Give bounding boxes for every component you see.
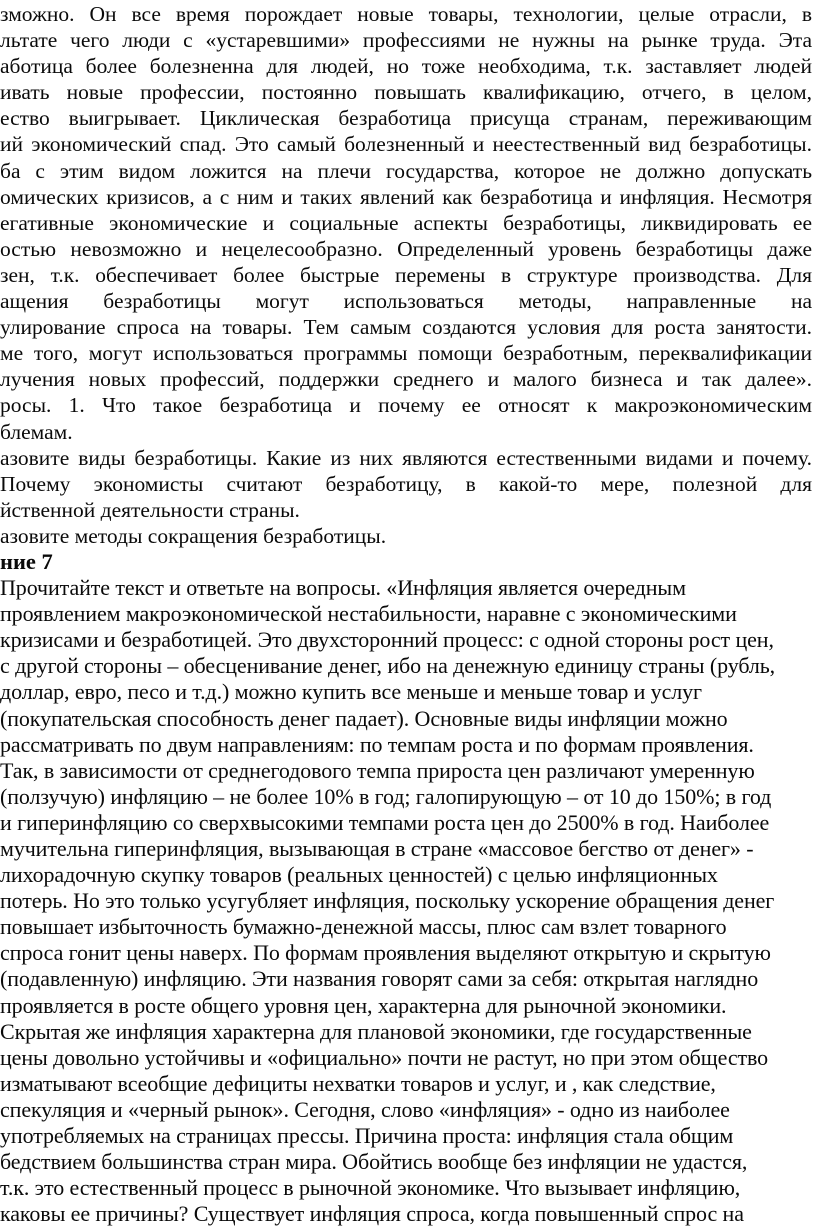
text-line: ба с этим видом ложится на плечи государства, которое не должно допускать [0, 158, 812, 183]
text-line: мучительна гиперинфляция, вызывающая в стране «массовое бегство от денег» - [0, 836, 754, 861]
text-line: улирование спроса на товары. Тем самым создаются условия для роста занятости. [0, 315, 812, 340]
text-line: каковы ее причины? Существует инфляция спроса, когда повышенный спрос на [0, 1201, 744, 1227]
text-line: цены довольно устойчивы и «официально» почти не растут, но при этом общество [0, 1044, 769, 1070]
text-line: росы. 1. Что такое безработица и почему ее относят к макроэкономическим [0, 393, 812, 418]
task-heading: ние 7 [0, 548, 53, 574]
text-line: егативные экономические и социальные аспекты безработицы, ликвидировать ее [0, 210, 812, 235]
text-line: (покупательская способность денег падает). Основные виды инфляции можно [0, 705, 728, 731]
text-line: зен, т.к. обеспечивает более быстрые перемены в структуре производства. Для [0, 262, 812, 287]
text-line: Так, в зависимости от среднегодового темпа прироста цен различают умеренную [0, 757, 755, 783]
text-line: азовите виды безработицы. Какие из них являются естественными видами и почему. [0, 445, 812, 470]
text-line: остью невозможно и нецелесообразно. Определенный уровень безработицы даже [0, 236, 812, 261]
text-line: употребляемых на страницах прессы. Причина проста: инфляция стала общим [0, 1123, 734, 1149]
text-line: повышает избыточность бумажно-денежной массы, плюс сам взлет товарного [0, 914, 727, 940]
text-line: рассматривать по двум направлениям: по темпам роста и по формам проявления. [0, 731, 754, 757]
text-line: т.к. это естественный процесс в рыночной экономике. Что вызывает инфляцию, [0, 1175, 741, 1201]
text-line: йственной деятельности страны. [0, 497, 300, 522]
text-line: (ползучую) инфляцию – не более 10% в год; галопирующую – от 10 до 150%; в год [0, 783, 772, 809]
text-line: аботица более болезненна для людей, но тоже необходима, т.к. заставляет людей [0, 54, 812, 79]
text-line: ащения безработицы могут использоваться методы, направленные на [0, 289, 812, 314]
text-line: Скрытая же инфляция характерна для плановой экономики, где государственные [0, 1018, 752, 1044]
text-line: потерь. Но это только усугубляет инфляция, поскольку ускорение обращения денег [0, 888, 775, 914]
text-line: кризисами и безработицей. Это двухсторонний процесс: с одной стороны рост цен, [0, 627, 774, 653]
text-line: ме того, могут использоваться программы помощи безработным, переквалификации [0, 341, 812, 366]
text-line: бедствием большинства стран мира. Обойтись вообще без инфляции не удастся, [0, 1149, 748, 1175]
text-line: льтате чего люди с «устаревшими» профессиями не нужны на рынке труда. Эта [0, 28, 812, 53]
text-line: спекуляция и «черный рынок». Сегодня, слово «инфляция» - одно из наиболее [0, 1096, 730, 1122]
text-line: доллар, евро, песо и т.д.) можно купить все меньше и меньше товар и услуг [0, 679, 702, 705]
text-line: изматывают всеобщие дефициты нехватки товаров и услуг, и , как следствие, [0, 1070, 716, 1096]
text-line: ивать новые профессии, постоянно повышать квалификацию, отчего, в целом, [0, 80, 812, 105]
text-line: омических кризисов, а с ним и таких явлений как безработица и инфляция. Несмотря [0, 184, 812, 209]
text-line: проявлением макроэкономической нестабильности, наравне с экономическими [0, 601, 737, 627]
text-line: зможно. Он все время порождает новые товары, технологии, целые отрасли, в [0, 2, 812, 26]
text-line: Прочитайте текст и ответьте на вопросы. «Инфляция является очередным [0, 575, 686, 601]
text-line: лучения новых профессий, поддержки среднего и малого бизнеса и так далее». [0, 367, 812, 392]
text-line: блемам. [0, 419, 73, 444]
text-line: (подавленную) инфляцию. Эти названия говорят сами за себя: открытая наглядно [0, 966, 759, 992]
text-line: Почему экономисты считают безработицу, в какой-то мере, полезной для [0, 471, 812, 496]
text-line: проявляется в росте общего уровня цен, характерна для рыночной экономики. [0, 992, 727, 1018]
text-line: лихорадочную скупку товаров (реальных ценностей) с целью инфляционных [0, 862, 718, 888]
text-line: спроса гонит цены наверх. По формам проявления выделяют открытую и скрытую [0, 940, 771, 966]
text-line: ий экономический спад. Это самый болезненный и неестественный вид безработицы. [0, 132, 812, 157]
text-line: с другой стороны – обесценивание денег, ибо на денежную единицу страны (рубль, [0, 653, 776, 679]
text-line: ество выигрывает. Циклическая безработица присуща странам, переживающим [0, 106, 812, 131]
text-line: азовите методы сокращения безработицы. [0, 523, 387, 548]
text-line: и гиперинфляцию со сверхвысокими темпами роста цен до 2500% в год. Наиболее [0, 809, 770, 835]
